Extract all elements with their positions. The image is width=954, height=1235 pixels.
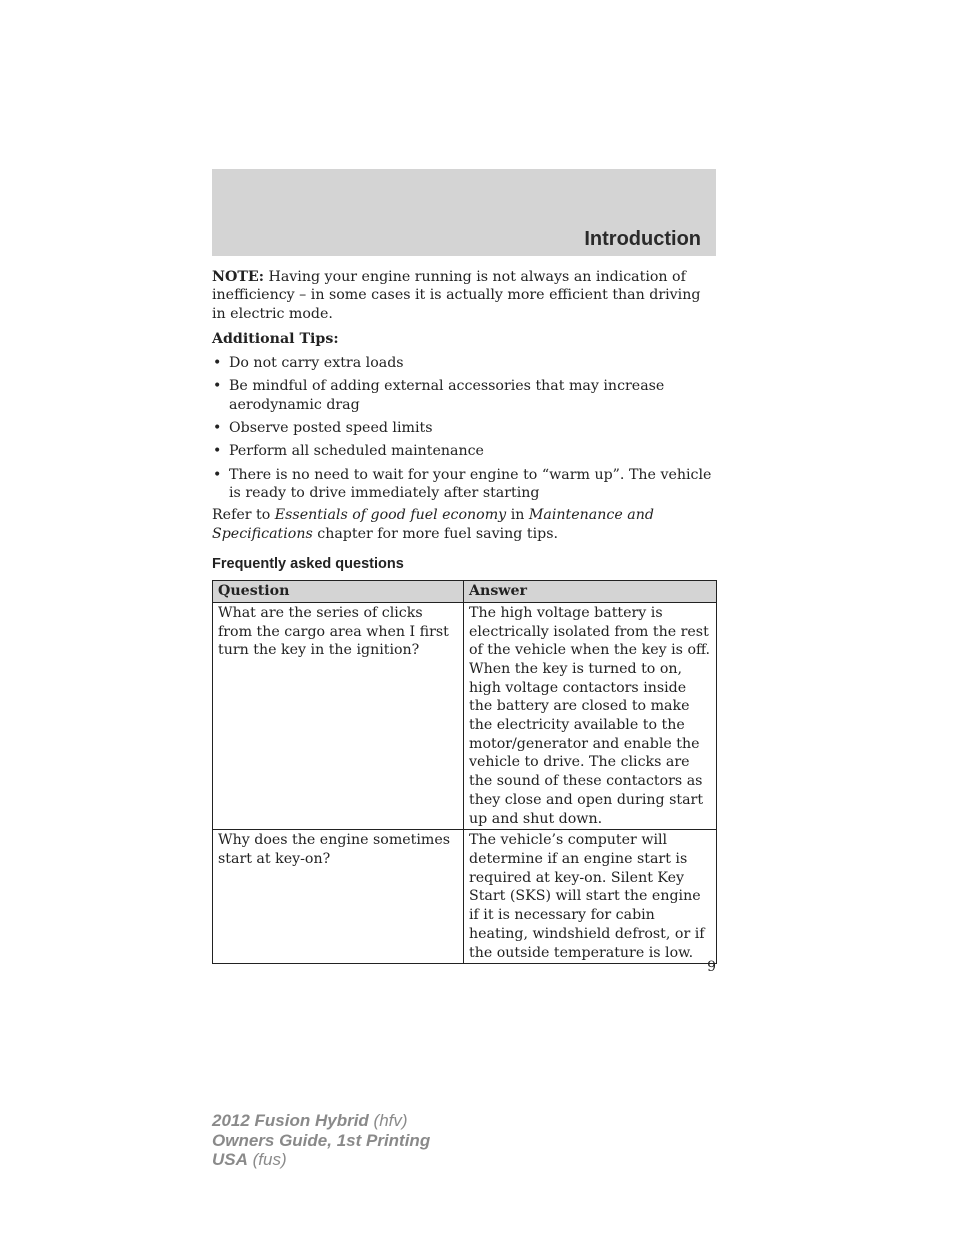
footer-line-1 <box>212 1111 430 1131</box>
table-header-row <box>213 581 717 603</box>
footer-market: USA <box>212 1150 248 1169</box>
list-item: • Perform all scheduled maintenance <box>212 442 716 460</box>
question-cell: Why does the engine sometimes start at key-on? <box>213 830 464 964</box>
tips-heading: Additional Tips: <box>212 330 339 347</box>
refer-paragraph <box>212 506 716 543</box>
footer-model-code: (hfv) <box>368 1111 408 1130</box>
section-title: Introduction <box>584 228 701 250</box>
list-item: • Do not carry extra loads <box>212 354 716 372</box>
refer-middle: in <box>506 507 529 524</box>
footer-market-code: (fus) <box>247 1150 287 1169</box>
column-header-question: Question <box>213 581 464 603</box>
answer-cell: The vehicle’s computer will determine if an engine start is required at key-on. Silent Key Start (SKS) will start the engine if it is necessary for cabin heating, windshield defrost, or if the outside temperature is low. <box>464 830 717 964</box>
note-text: Having your engine running is not always an indication of inefficiency – in some cases it is actually more efficient than driving in electric mode. <box>212 269 701 322</box>
faq-table <box>212 580 717 964</box>
refer-suffix: chapter for more fuel saving tips. <box>312 525 559 542</box>
note-paragraph <box>212 268 716 323</box>
faq-heading: Frequently asked questions <box>212 555 404 572</box>
table-row <box>213 602 717 829</box>
question-cell: What are the series of clicks from the cargo area when I first turn the key in the ignition? <box>213 602 464 829</box>
list-item: • Observe posted speed limits <box>212 419 716 437</box>
list-item: • Be mindful of adding external accessories that may increase aerodynamic drag <box>212 377 716 414</box>
footer-line-3 <box>212 1150 430 1170</box>
tips-list <box>212 354 716 502</box>
page-content <box>212 268 716 964</box>
table-row <box>213 830 717 964</box>
page-number: 9 <box>707 959 716 975</box>
refer-prefix: Refer to <box>212 507 275 524</box>
answer-cell: The high voltage battery is electrically isolated from the rest of the vehicle when the key is off. When the key is turned to on, high voltage contactors inside the battery are closed to make the electricity available to the motor/generator and enable the vehicle to drive. The clicks are the sound of these contactors as they close and open during start up and shut down. <box>464 602 717 829</box>
refer-chapter: Maintenance and Specifications <box>212 507 654 542</box>
footer-line-2 <box>212 1131 430 1151</box>
list-item: • There is no need to wait for your engine to “warm up”. The vehicle is ready to drive immediately after starting <box>212 466 716 503</box>
column-header-answer: Answer <box>464 581 717 603</box>
document-footer <box>212 1111 430 1170</box>
footer-model: 2012 Fusion Hybrid <box>212 1111 369 1130</box>
note-label: NOTE: <box>212 269 264 285</box>
section-header-band <box>212 169 716 256</box>
footer-edition: Owners Guide, 1st Printing <box>212 1130 431 1150</box>
refer-topic: Essentials of good fuel economy <box>274 507 507 524</box>
